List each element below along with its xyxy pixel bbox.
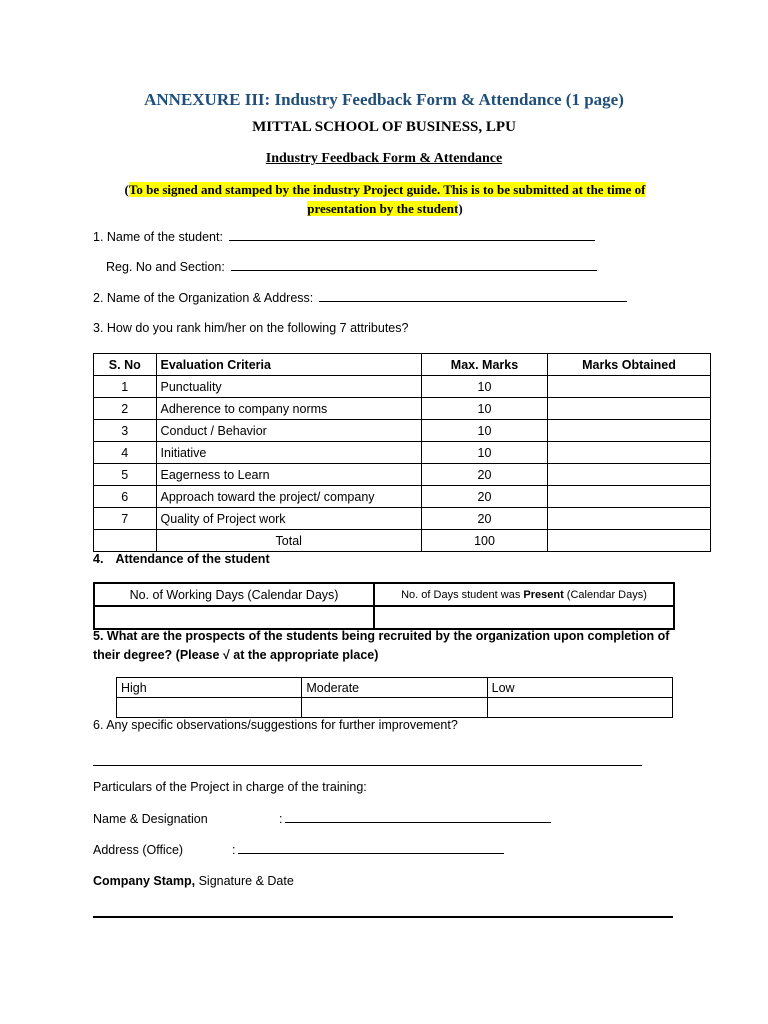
attendance-heading-number: 4. [93, 552, 104, 566]
signature-date-text: Signature & Date [195, 874, 294, 888]
col-header-max-marks: Max. Marks [421, 354, 547, 376]
school-name: MITTAL SCHOOL OF BUSINESS, LPU [252, 119, 516, 135]
max-marks-cell: 10 [421, 398, 547, 420]
sno-cell: 5 [94, 464, 157, 486]
criteria-cell: Adherence to company norms [156, 398, 421, 420]
reg-no-field[interactable] [231, 269, 597, 271]
days-present-suffix: (Calendar Days) [563, 588, 647, 601]
working-days-input[interactable] [94, 606, 374, 629]
sno-cell: 2 [94, 398, 157, 420]
total-label: Total [156, 530, 421, 552]
student-name-field[interactable] [229, 239, 595, 241]
check-low-cell[interactable] [487, 698, 672, 718]
max-marks-cell: 10 [421, 376, 547, 398]
check-high-cell[interactable] [117, 698, 302, 718]
criteria-cell: Conduct / Behavior [156, 420, 421, 442]
evaluation-table [93, 353, 711, 552]
days-present-input[interactable] [374, 606, 674, 629]
observations-question: 6. Any specific observations/suggestions for further improvement? [93, 718, 458, 732]
prospects-header-row [117, 678, 673, 698]
organization-row [93, 291, 627, 305]
page-title: ANNEXURE III: Industry Feedback Form & Attendance (1 page) [144, 90, 624, 109]
attendance-entry-row [94, 606, 674, 629]
criteria-cell: Approach toward the project/ company [156, 486, 421, 508]
organization-label: 2. Name of the Organization & Address: [93, 291, 314, 305]
rank-question: 3. How do you rank him/her on the following 7 attributes? [93, 321, 409, 335]
max-marks-cell: 20 [421, 508, 547, 530]
criteria-cell: Punctuality [156, 376, 421, 398]
col-header-criteria: Evaluation Criteria [156, 354, 421, 376]
form-subtitle: Industry Feedback Form & Attendance [265, 151, 503, 166]
total-empty-cell [94, 530, 157, 552]
reg-no-row [106, 260, 597, 274]
note-close-paren: ) [458, 201, 463, 216]
working-days-header: No. of Working Days (Calendar Days) [94, 583, 374, 606]
table-row [94, 398, 711, 420]
col-header-sno: S. No [94, 354, 157, 376]
max-marks-cell: 20 [421, 464, 547, 486]
student-name-row [93, 230, 595, 244]
prospects-table [116, 677, 673, 718]
max-marks-cell: 20 [421, 486, 547, 508]
total-obtained-cell[interactable] [548, 530, 711, 552]
name-designation-colon: : [279, 812, 283, 826]
days-present-prefix: No. of Days student was [401, 588, 524, 601]
marks-obtained-cell[interactable] [548, 420, 711, 442]
prospects-question-line1: 5. What are the prospects of the students being recruited by the organization upon completion of [93, 629, 670, 643]
prospects-question-line2: their degree? (Please √ at the appropriate place) [93, 648, 379, 662]
table-row [94, 442, 711, 464]
attendance-heading-text: Attendance of the student [115, 552, 270, 566]
marks-obtained-cell[interactable] [548, 486, 711, 508]
marks-obtained-cell[interactable] [548, 376, 711, 398]
evaluation-header-row [94, 354, 711, 376]
table-row [94, 508, 711, 530]
max-marks-cell: 10 [421, 442, 547, 464]
total-value: 100 [421, 530, 547, 552]
sno-cell: 4 [94, 442, 157, 464]
option-high: High [117, 678, 302, 698]
total-row [94, 530, 711, 552]
name-designation-field[interactable] [285, 821, 551, 823]
marks-obtained-cell[interactable] [548, 508, 711, 530]
company-stamp-bold: Company Stamp, [93, 874, 196, 888]
organization-field[interactable] [319, 300, 627, 302]
reg-no-label: Reg. No and Section: [106, 260, 225, 274]
col-header-marks-obtained: Marks Obtained [548, 354, 711, 376]
max-marks-cell: 10 [421, 420, 547, 442]
observations-field[interactable] [93, 765, 642, 766]
table-row [94, 486, 711, 508]
company-stamp-label [93, 874, 294, 888]
marks-obtained-cell[interactable] [548, 442, 711, 464]
days-present-bold: Present [523, 588, 564, 601]
sno-cell: 6 [94, 486, 157, 508]
particulars-heading: Particulars of the Project in charge of the training: [93, 780, 367, 794]
student-name-label: 1. Name of the student: [93, 230, 223, 244]
sno-cell: 1 [94, 376, 157, 398]
option-moderate: Moderate [302, 678, 487, 698]
days-present-header [374, 583, 674, 606]
signature-line[interactable] [93, 916, 673, 918]
address-field[interactable] [238, 852, 504, 854]
check-moderate-cell[interactable] [302, 698, 487, 718]
sno-cell: 7 [94, 508, 157, 530]
table-row [94, 376, 711, 398]
table-row [94, 420, 711, 442]
prospects-checkbox-row [117, 698, 673, 718]
attendance-heading [93, 552, 270, 566]
instruction-note [90, 180, 680, 218]
name-designation-row [279, 812, 551, 826]
note-highlight: To be signed and stamped by the industry Project guide. This is to be submitted at the time of presentation by the student [128, 182, 646, 216]
criteria-cell: Initiative [156, 442, 421, 464]
name-designation-label: Name & Designation [93, 812, 208, 826]
note-open-paren: ( [124, 182, 129, 197]
marks-obtained-cell[interactable] [548, 464, 711, 486]
address-label: Address (Office) [93, 843, 184, 857]
table-row [94, 464, 711, 486]
attendance-header-row [94, 583, 674, 606]
attendance-table [93, 582, 675, 630]
criteria-cell: Quality of Project work [156, 508, 421, 530]
sno-cell: 3 [94, 420, 157, 442]
marks-obtained-cell[interactable] [548, 398, 711, 420]
option-low: Low [487, 678, 672, 698]
address-row [232, 843, 504, 857]
criteria-cell: Eagerness to Learn [156, 464, 421, 486]
address-colon: : [232, 843, 236, 857]
